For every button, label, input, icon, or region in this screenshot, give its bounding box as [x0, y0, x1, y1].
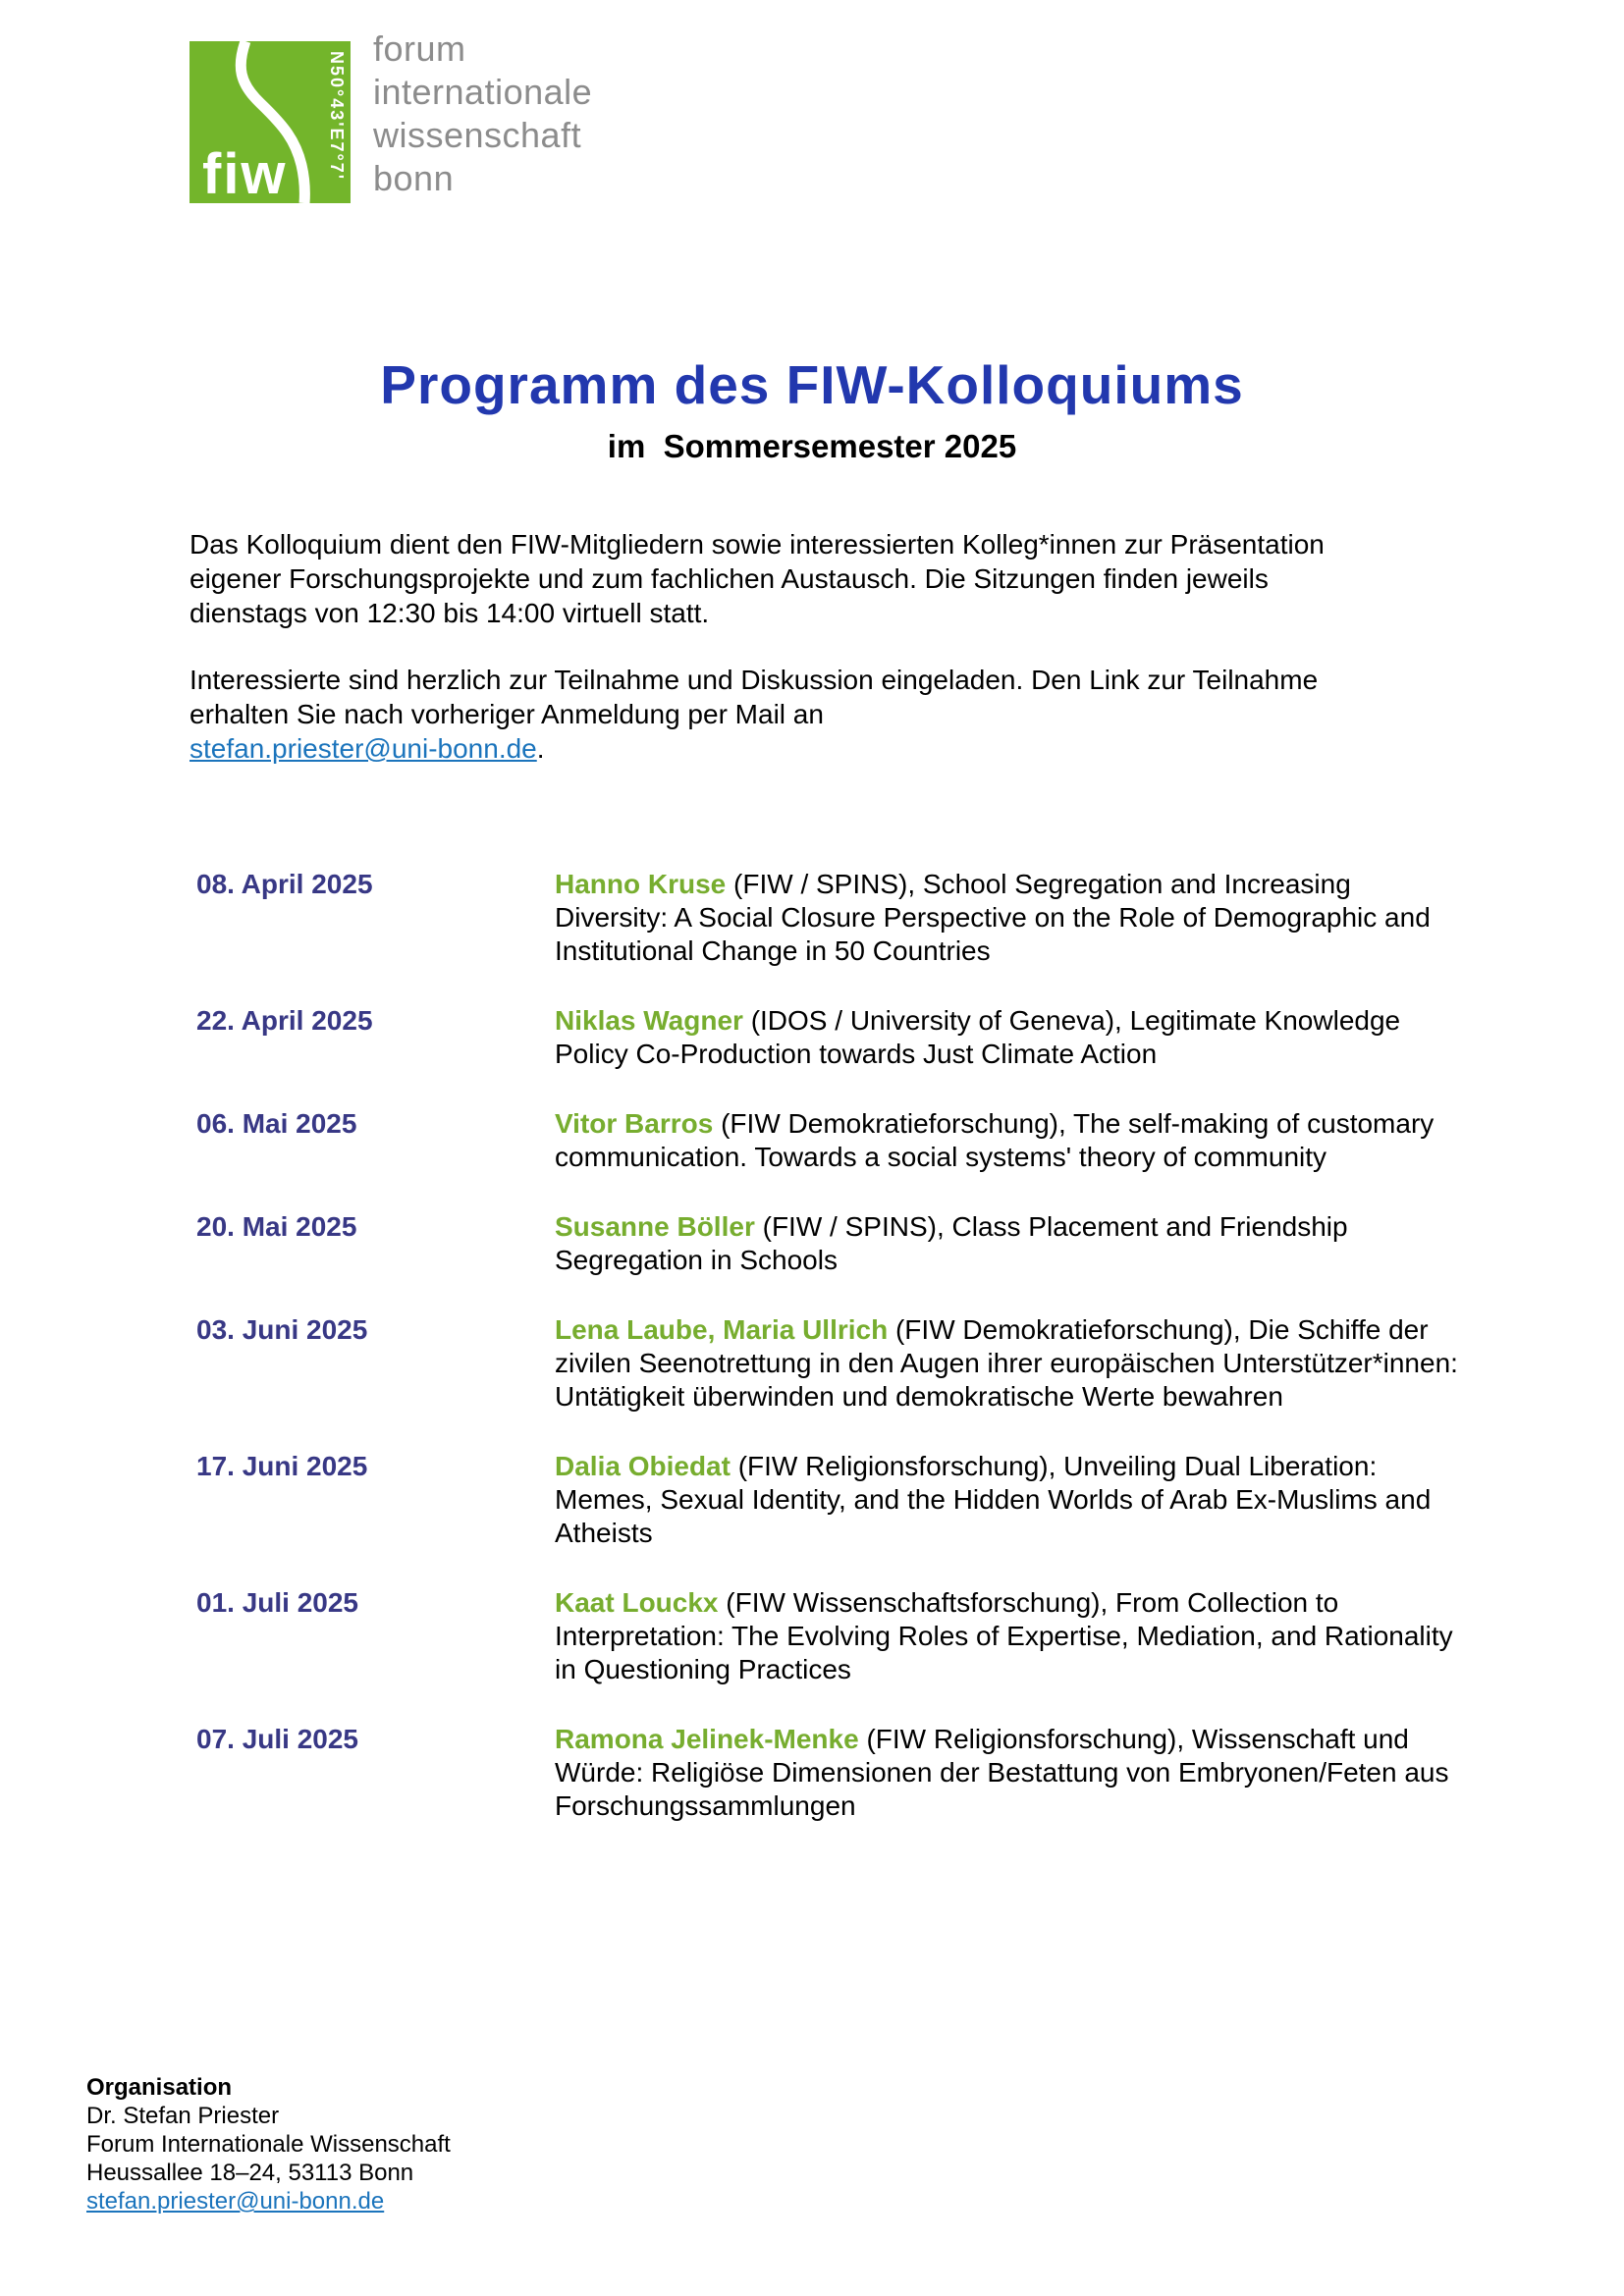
talk-details: (FIW / SPINS), Class Placement and Friendship Segregation in Schools [555, 1211, 1348, 1275]
talk-details: (FIW Demokratieforschung), Die Schiffe der zivilen Seenotrettung in den Augen ihrer europäischen Unterstützer*innen: Untätigkeit überwinden und demokratische Werte bewahren [555, 1314, 1458, 1412]
speaker-name: Susanne Böller [555, 1211, 755, 1242]
intro-p1-line1: Das Kolloquium dient den FIW-Mitgliedern sowie interessierten Kolleg*innen zur Präsentation [189, 529, 1325, 560]
schedule-topic [555, 1723, 1463, 1823]
intro-p2-line1: Interessierte sind herzlich zur Teilnahme und Diskussion eingeladen. Den Link zur Teilnahme [189, 665, 1319, 695]
schedule-topic [555, 1313, 1463, 1414]
footer-organisation [86, 2073, 451, 2216]
schedule-row [196, 1586, 1463, 1686]
logo-wordmark [373, 27, 592, 200]
schedule-row [196, 1107, 1463, 1174]
schedule-row [196, 1723, 1463, 1823]
wordmark-line-1: forum [373, 28, 466, 69]
schedule-row [196, 1004, 1463, 1071]
schedule-row [196, 868, 1463, 968]
speaker-name: Vitor Barros [555, 1108, 714, 1139]
intro-p1-line2: eigener Forschungsprojekte und zum fachlichen Austausch. Die Sitzungen finden jeweils [189, 563, 1269, 594]
intro-paragraph-1 [189, 527, 1466, 630]
intro-paragraph-2 [189, 663, 1466, 766]
schedule-topic [555, 1004, 1463, 1071]
organiser-institution: Forum Internationale Wissenschaft [86, 2131, 451, 2158]
schedule-topic [555, 1586, 1463, 1686]
speaker-name: Hanno Kruse [555, 869, 727, 899]
schedule-row [196, 1450, 1463, 1550]
schedule-row [196, 1210, 1463, 1277]
wordmark-line-4: bonn [373, 158, 455, 198]
schedule-date: 08. April 2025 [196, 869, 373, 899]
schedule-date: 20. Mai 2025 [196, 1211, 357, 1242]
schedule-topic [555, 868, 1463, 968]
schedule-date: 07. Juli 2025 [196, 1724, 359, 1754]
schedule-date: 01. Juli 2025 [196, 1587, 359, 1618]
speaker-name: Kaat Louckx [555, 1587, 719, 1618]
speaker-name: Ramona Jelinek-Menke [555, 1724, 859, 1754]
wordmark-line-3: wissenschaft [373, 115, 582, 155]
intro-p1-line3: dienstags von 12:30 bis 14:00 virtuell statt. [189, 598, 710, 628]
talk-details: (FIW Demokratieforschung), The self-making of customary communication. Towards a social systems' theory of community [555, 1108, 1435, 1172]
schedule-date: 17. Juni 2025 [196, 1451, 368, 1481]
email-period: . [536, 733, 545, 764]
schedule-row [196, 1313, 1463, 1414]
organiser-address: Heussallee 18–24, 53113 Bonn [86, 2160, 414, 2186]
schedule-date: 03. Juni 2025 [196, 1314, 368, 1345]
talk-details: (FIW / SPINS), School Segregation and Increasing Diversity: A Social Closure Perspective on the Role of Demographic and Institutional Change in 50 Countries [555, 869, 1431, 966]
speaker-name: Dalia Obiedat [555, 1451, 731, 1481]
talk-details: (FIW Religionsforschung), Unveiling Dual Liberation: Memes, Sexual Identity, and the Hidden Worlds of Arab Ex-Muslims and Atheists [555, 1451, 1432, 1548]
organiser-name: Dr. Stefan Priester [86, 2103, 280, 2129]
schedule-topic [555, 1450, 1463, 1550]
intro-section [189, 527, 1466, 766]
fiw-logo [189, 41, 351, 206]
organisation-heading: Organisation [86, 2074, 233, 2101]
page-subtitle: im Sommersemester 2025 [607, 428, 1017, 464]
talk-details: (FIW Wissenschaftsforschung), From Collection to Interpretation: The Evolving Roles of Expertise, Mediation, and Rationality in Questioning Practices [555, 1587, 1453, 1684]
wordmark-line-2: internationale [373, 72, 593, 112]
registration-email-link[interactable]: stefan.priester@uni-bonn.de [189, 733, 537, 764]
page-title: Programm des FIW-Kolloquiums [380, 354, 1244, 415]
title-block [0, 353, 1624, 465]
schedule-list [196, 868, 1463, 1859]
logo-coordinates-text: N50°43'E7°7' [327, 51, 347, 182]
footer-email-link[interactable]: stefan.priester@uni-bonn.de [86, 2188, 385, 2215]
speaker-name: Niklas Wagner [555, 1005, 743, 1036]
schedule-date: 22. April 2025 [196, 1005, 373, 1036]
speaker-name: Lena Laube, Maria Ullrich [555, 1314, 889, 1345]
schedule-topic [555, 1210, 1463, 1277]
talk-details: (IDOS / University of Geneva), Legitimate Knowledge Policy Co-Production towards Just Climate Action [555, 1005, 1401, 1069]
intro-p2-line2: erhalten Sie nach vorheriger Anmeldung per Mail an [189, 699, 824, 729]
talk-details: (FIW Religionsforschung), Wissenschaft und Würde: Religiöse Dimensionen der Bestattung von Embryonen/Feten aus Forschungssammlungen [555, 1724, 1449, 1821]
logo-fiw-text: fiw [202, 142, 288, 206]
schedule-topic [555, 1107, 1463, 1174]
schedule-date: 06. Mai 2025 [196, 1108, 357, 1139]
